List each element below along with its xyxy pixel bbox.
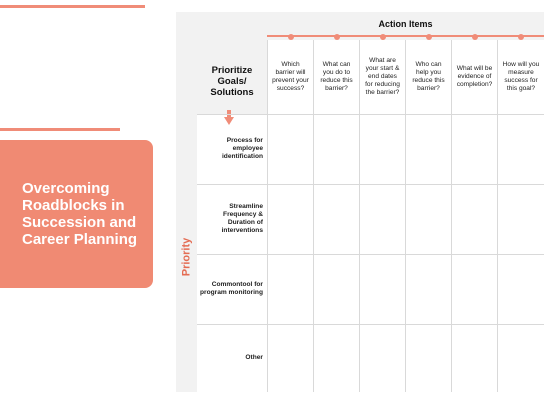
row-label: Commontool for program monitoring: [199, 281, 263, 296]
action-items-header: Action Items: [378, 19, 433, 29]
grid-line: [497, 40, 498, 392]
column-header: Who can help you reduce this barrier?: [406, 40, 451, 114]
action-plan-table: [176, 12, 544, 392]
grid-line: [197, 254, 544, 255]
column-header: Which barrier will prevent your success?: [268, 40, 313, 114]
priority-axis-label: [176, 222, 197, 292]
top-decorative-line: [0, 5, 145, 8]
column-header: How will you measure success for this goal?: [498, 40, 544, 114]
row-label: Streamline Frequency & Duration of interventions: [221, 203, 263, 234]
row-label: Other: [245, 354, 263, 361]
grid-line: [197, 114, 544, 115]
priority-side-panel: [176, 12, 197, 392]
column-header: What will be evidence of completion?: [452, 40, 497, 114]
grid-line: [451, 40, 452, 392]
column-header: What are your start & end dates for reducing the barrier?: [360, 40, 405, 114]
grid-line: [197, 184, 544, 185]
row-label: Process for employee identification: [221, 137, 263, 160]
priority-label-text: Priority: [180, 237, 193, 277]
goals-column-header: Prioritize Goals/ Solutions: [210, 64, 254, 98]
column-header: What can you do to reduce this barrier?: [314, 40, 359, 114]
grid-line: [405, 40, 406, 392]
mid-decorative-line: [0, 128, 120, 131]
slide-title: Overcoming Roadblocks in Succession and Career Planning: [22, 180, 138, 248]
title-card: [0, 140, 153, 288]
grid-line: [359, 40, 360, 392]
action-items-timeline: [267, 35, 544, 37]
grid-line: [313, 40, 314, 392]
grid-line: [197, 324, 544, 325]
grid-line: [267, 40, 268, 392]
